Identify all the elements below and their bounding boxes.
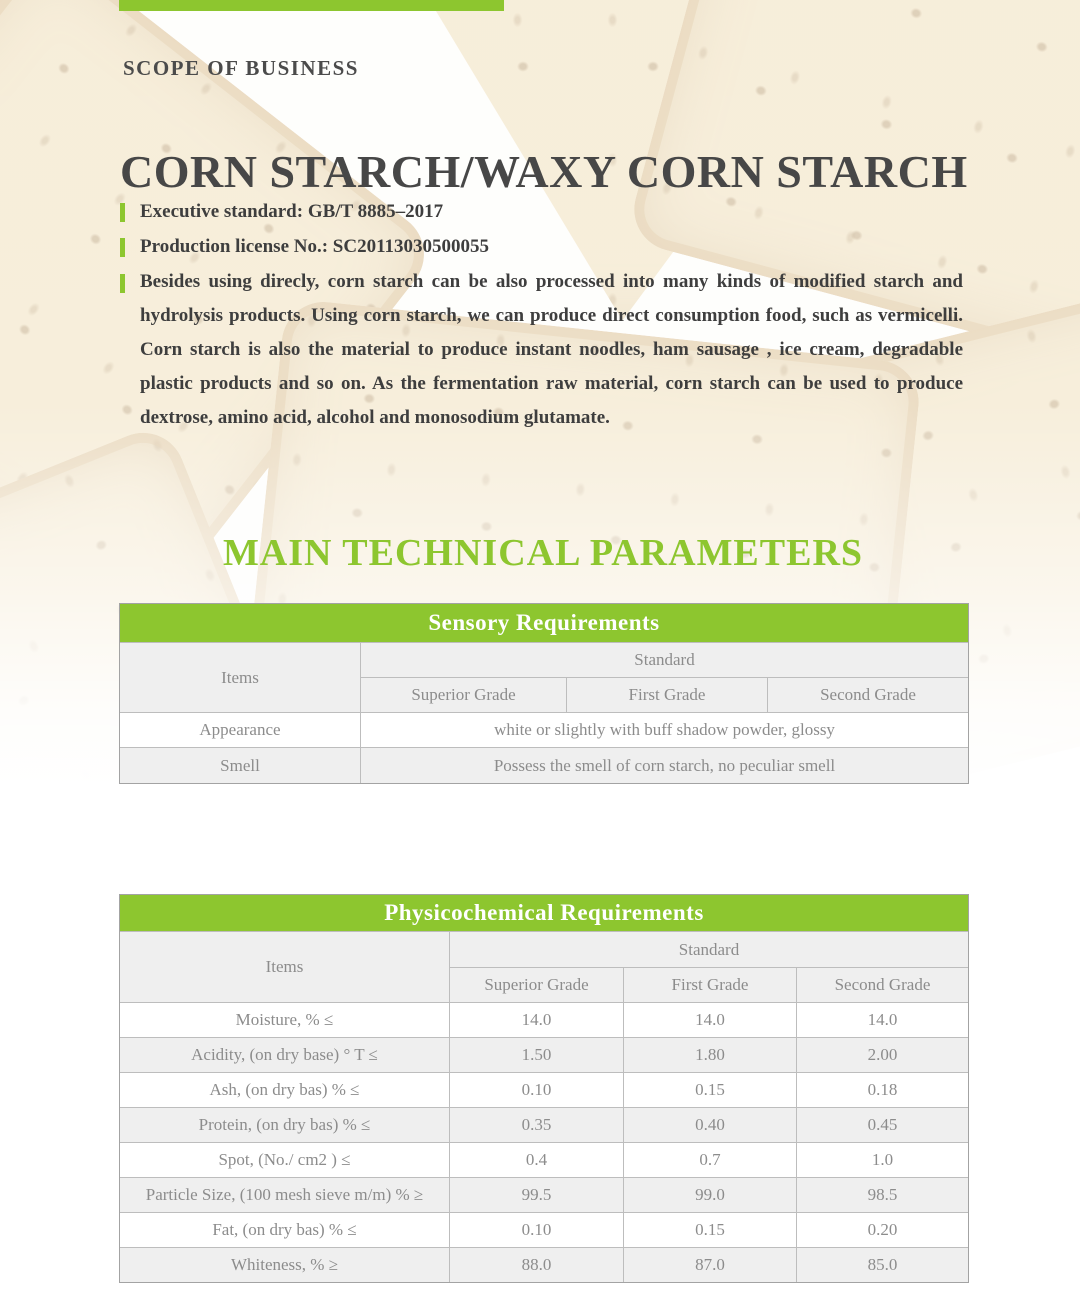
row-value-cell: 1.80 — [624, 1038, 796, 1072]
row-value-cell: white or slightly with buff shadow powder, glossy — [361, 713, 968, 747]
row-value-cell: 99.0 — [624, 1178, 796, 1212]
row-value-cell: 0.35 — [450, 1108, 623, 1142]
row-label-cell: Whiteness, % ≥ — [120, 1248, 449, 1282]
row-value-cell: 0.10 — [450, 1213, 623, 1247]
row-value-cell: 14.0 — [797, 1003, 968, 1037]
row-value-cell: 0.15 — [624, 1213, 796, 1247]
bullet-item — [120, 236, 965, 258]
bullet-text: Production license No.: SC20113030500055 — [140, 236, 490, 257]
row-label-cell: Ash, (on dry bas) % ≤ — [120, 1073, 449, 1107]
page-title: CORN STARCH/WAXY CORN STARCH — [120, 145, 968, 197]
row-value-cell: 2.00 — [797, 1038, 968, 1072]
row-label-cell: Smell — [120, 748, 360, 783]
row-value-cell: 0.20 — [797, 1213, 968, 1247]
grade-header-cell: Superior Grade — [361, 678, 566, 712]
row-value-cell: 14.0 — [624, 1003, 796, 1037]
items-header-cell: Items — [120, 643, 360, 712]
row-label-cell: Protein, (on dry bas) % ≤ — [120, 1108, 449, 1142]
physico-table — [119, 894, 969, 1283]
grade-header-cell: First Grade — [624, 968, 796, 1002]
bullet-marker — [120, 238, 125, 257]
row-value-cell: 85.0 — [797, 1248, 968, 1282]
grade-header-cell: Second Grade — [768, 678, 968, 712]
bullet-item — [120, 265, 965, 435]
row-value-cell: 0.45 — [797, 1108, 968, 1142]
row-value-cell: Possess the smell of corn starch, no peculiar smell — [361, 748, 968, 783]
row-label-cell: Acidity, (on dry base) ° T ≤ — [120, 1038, 449, 1072]
sensory-table-title: Sensory Requirements — [120, 604, 968, 642]
standard-header-cell: Standard — [361, 643, 968, 677]
row-value-cell: 99.5 — [450, 1178, 623, 1212]
row-value-cell: 0.40 — [624, 1108, 796, 1142]
bullet-marker — [120, 203, 125, 222]
row-value-cell: 14.0 — [450, 1003, 623, 1037]
sensory-table — [119, 603, 969, 784]
row-value-cell: 0.10 — [450, 1073, 623, 1107]
row-value-cell: 0.7 — [624, 1143, 796, 1177]
bullet-list — [120, 201, 965, 435]
grade-header-cell: Superior Grade — [450, 968, 623, 1002]
section-eyebrow: SCOPE OF BUSINESS — [123, 56, 359, 80]
bullet-text: Besides using direcly, corn starch can be also processed into many kinds of modified starch and hydrolysis products. Using corn starch, we can produce direct consumption food, such as vermicelli. Corn starch is also the material to produce instant noodles, ham sausage , ice cream, degradable plastic products and so on. As the fermentation raw material, corn starch can be used to produce dextrose, amino acid, alcohol and monosodium glutamate. — [140, 271, 963, 428]
row-value-cell: 1.50 — [450, 1038, 623, 1072]
row-value-cell: 98.5 — [797, 1178, 968, 1212]
standard-header-cell: Standard — [450, 932, 968, 967]
bullet-marker — [120, 274, 125, 293]
bullet-item — [120, 201, 965, 223]
row-label-cell: Fat, (on dry bas) % ≤ — [120, 1213, 449, 1247]
grade-header-cell: First Grade — [567, 678, 767, 712]
header-accent-bar — [119, 0, 504, 11]
row-label-cell: Spot, (No./ cm2 ) ≤ — [120, 1143, 449, 1177]
row-value-cell: 0.18 — [797, 1073, 968, 1107]
row-value-cell: 88.0 — [450, 1248, 623, 1282]
row-value-cell: 0.15 — [624, 1073, 796, 1107]
row-value-cell: 0.4 — [450, 1143, 623, 1177]
section-heading: MAIN TECHNICAL PARAMETERS — [222, 532, 864, 574]
row-label-cell: Appearance — [120, 713, 360, 747]
items-header-cell: Items — [120, 932, 449, 1002]
row-label-cell: Moisture, % ≤ — [120, 1003, 449, 1037]
row-label-cell: Particle Size, (100 mesh sieve m/m) % ≥ — [120, 1178, 449, 1212]
physico-table-title: Physicochemical Requirements — [120, 895, 968, 931]
row-value-cell: 87.0 — [624, 1248, 796, 1282]
row-value-cell: 1.0 — [797, 1143, 968, 1177]
bullet-text: Executive standard: GB/T 8885–2017 — [140, 201, 444, 222]
grade-header-cell: Second Grade — [797, 968, 968, 1002]
